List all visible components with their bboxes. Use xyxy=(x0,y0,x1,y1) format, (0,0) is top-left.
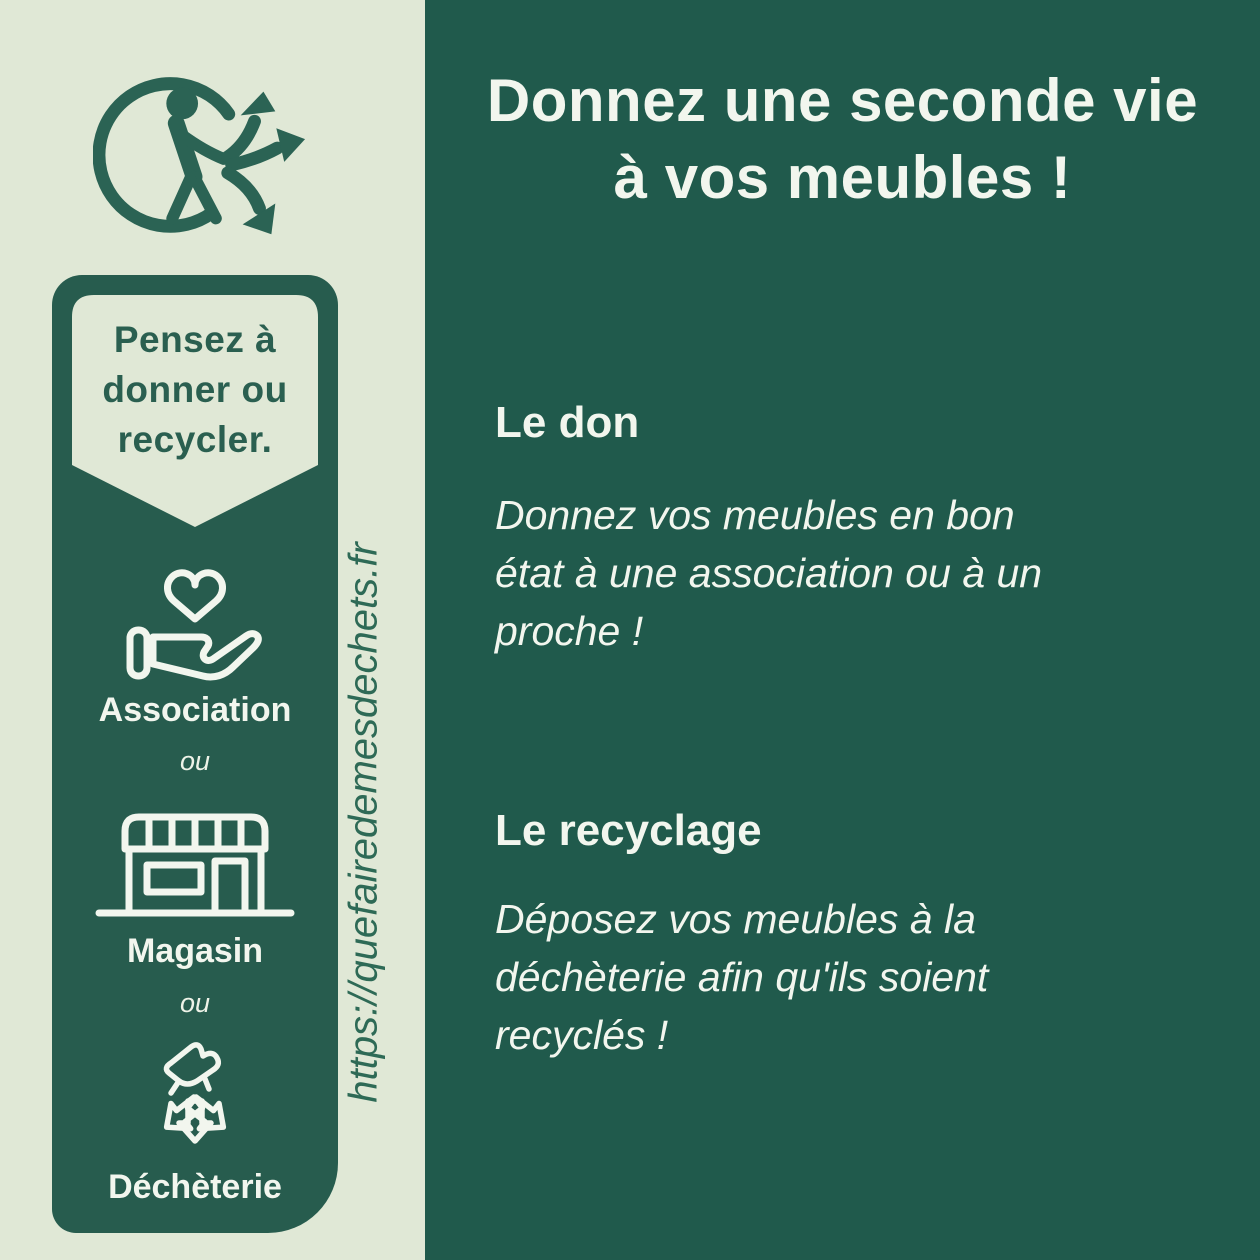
right-column xyxy=(425,0,1260,1260)
title-line-1: Donnez une seconde vie xyxy=(486,67,1199,134)
recyclage-body-line-3: recyclés ! xyxy=(495,1012,669,1058)
section-body-le-don xyxy=(495,486,1195,660)
option-label-magasin: Magasin xyxy=(126,932,264,970)
left-column xyxy=(0,0,425,1260)
separator-ou-2: ou xyxy=(179,988,211,1018)
don-body-line-3: proche ! xyxy=(495,608,644,654)
recyclage-body-line-1: Déposez vos meubles à la xyxy=(495,896,976,942)
section-heading-le-recyclage: Le recyclage xyxy=(495,806,762,855)
banner-line-3: recycler. xyxy=(117,419,273,460)
don-body-line-1: Donnez vos meubles en bon xyxy=(495,492,1015,538)
triman-recycling-logo-icon xyxy=(93,52,311,254)
option-label-association: Association xyxy=(98,691,292,729)
section-heading-le-don: Le don xyxy=(495,398,640,447)
title-line-2: à vos meubles ! xyxy=(613,144,1072,211)
website-url-text: https://quefairedemesdechets.fr xyxy=(341,542,386,1103)
page-title xyxy=(425,62,1260,216)
storefront-icon xyxy=(52,809,338,921)
banner-line-2: donner ou xyxy=(102,369,288,410)
donate-recycle-panel xyxy=(52,275,338,1233)
banner-text xyxy=(52,315,338,465)
banner-line-1: Pensez à xyxy=(113,319,277,360)
heart-in-hand-icon xyxy=(52,557,338,687)
section-body-le-recyclage xyxy=(495,890,1195,1064)
website-url xyxy=(338,500,390,1145)
don-body-line-2: état à une association ou à un xyxy=(495,550,1043,596)
waste-sorting-icon xyxy=(52,1039,338,1163)
triman-logo-svg xyxy=(93,52,311,254)
separator-ou-1: ou xyxy=(179,746,211,776)
option-label-dechetterie: Déchèterie xyxy=(108,1168,282,1206)
recyclage-body-line-2: déchèterie afin qu'ils soient xyxy=(495,954,989,1000)
